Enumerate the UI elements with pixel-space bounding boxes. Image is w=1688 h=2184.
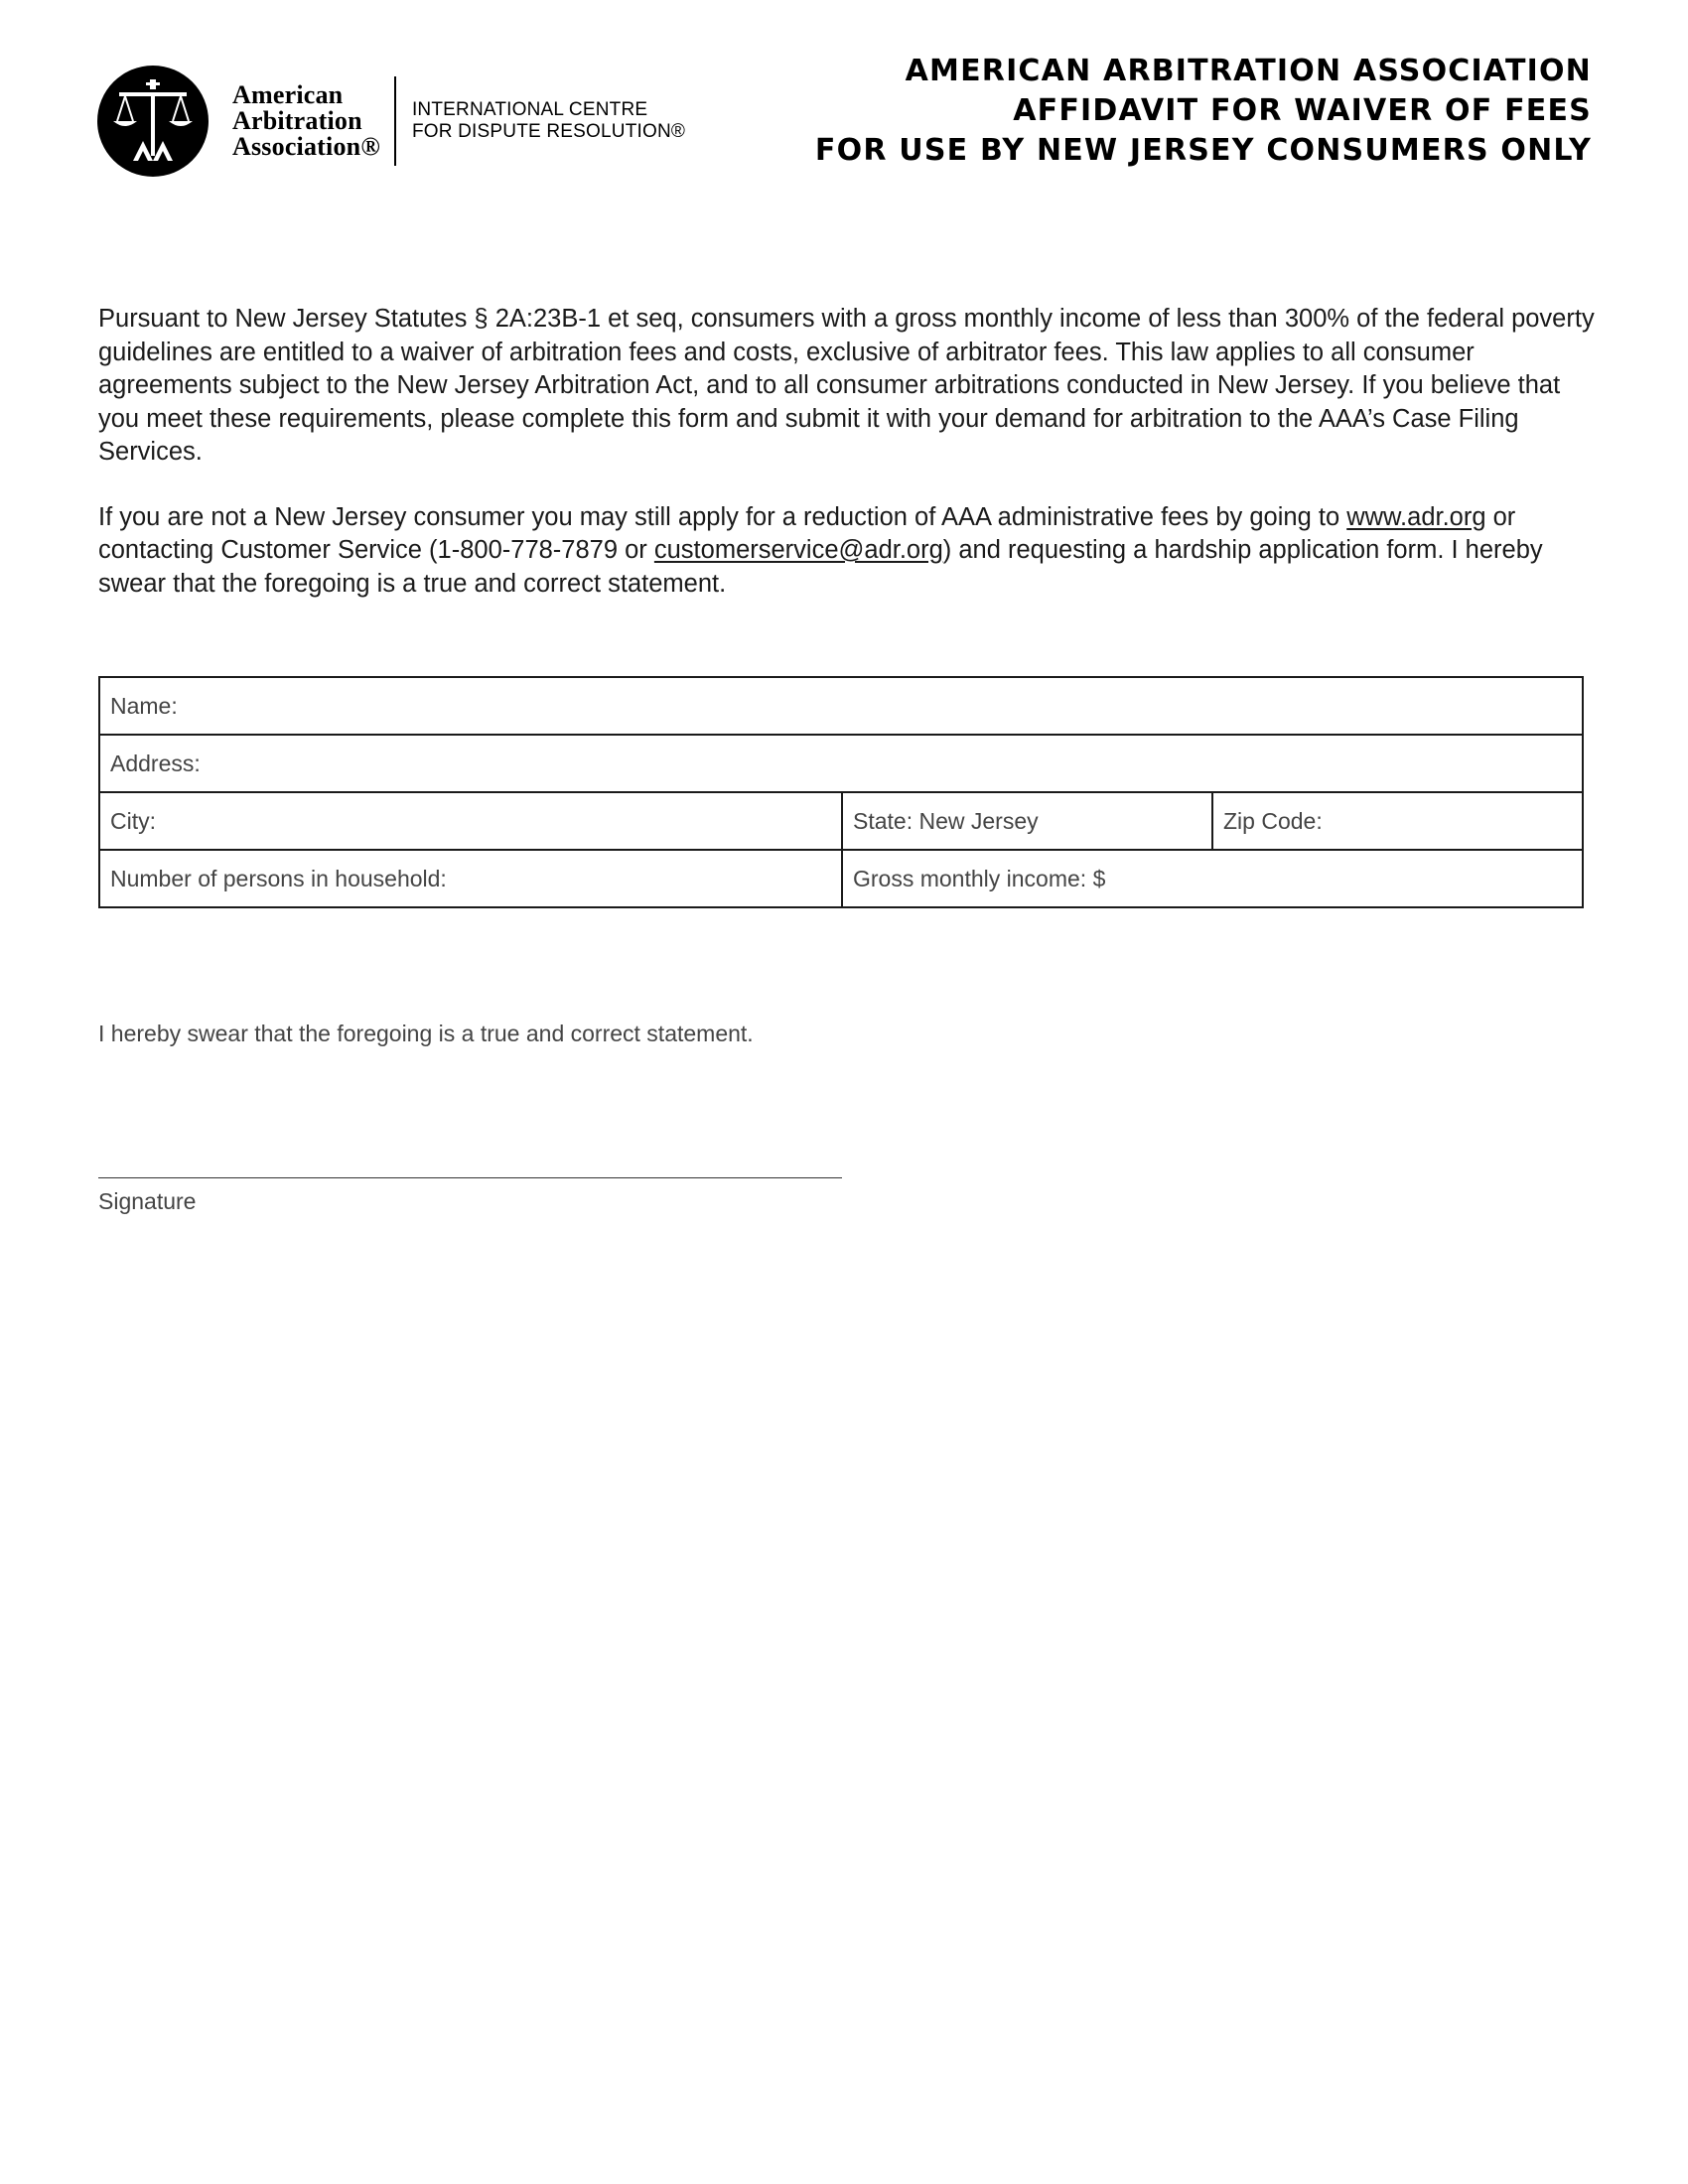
table-row (99, 792, 1583, 850)
hardship-text-middle: or contacting Customer Service (1-800-778-7879 or (98, 502, 1516, 564)
state-field: State: New Jersey (842, 792, 1212, 850)
scales-of-justice-seal-icon (97, 66, 209, 177)
intro-text (98, 303, 1598, 632)
document-title-line: AFFIDAVIT FOR WAIVER OF FEES (1013, 93, 1592, 128)
brand-name-line: American (232, 80, 344, 109)
table-row (99, 677, 1583, 735)
document-title-line: FOR USE BY NEW JERSEY CONSUMERS ONLY (814, 133, 1592, 168)
brand-divider (394, 76, 396, 166)
intro-paragraph-hardship (98, 501, 1598, 602)
signature-label: Signature (98, 1188, 197, 1214)
adr-website-link[interactable]: www.adr.org (1346, 502, 1486, 531)
sworn-statement: I hereby swear that the foregoing is a true and correct statement. (98, 1021, 754, 1046)
customer-service-email-link[interactable]: customerservice@adr.org (653, 536, 943, 564)
hardship-text-start: If you are not a New Jersey consumer you may still apply for a reduction of AAA administrative fees by going to (98, 502, 1347, 531)
address-field[interactable]: Address: (99, 735, 1583, 792)
brand-name-line: Arbitration (232, 106, 362, 135)
table-row (99, 850, 1583, 907)
aaa-logo (97, 66, 685, 177)
applicant-info-table (98, 676, 1584, 908)
signature-line[interactable] (98, 1177, 842, 1178)
table-row (99, 735, 1583, 792)
intro-paragraph-statute: Pursuant to New Jersey Statutes § 2A:23B-1 et seq, consumers with a gross monthly income of less than 300% of the federal poverty guidelines are entitled to a waiver of arbitration fees and costs, exclusive of arbitrator fees. This law applies to all consumer agreements subject to the New Jersey Arbitration Act, and to all consumer arbitrations conducted in New Jersey. If you believe that you meet these requirements, please complete this form and submit it with your demand for arbitration to the AAA’s Case Filing Services. (98, 305, 1595, 466)
household-size-field[interactable]: Number of persons in household: (99, 850, 842, 907)
hardship-text-end: ) and requesting a hardship application form. I hereby swear that the foregoing is a true and correct statement. (98, 536, 1543, 598)
name-field[interactable]: Name: (99, 677, 1583, 735)
brand-subtitle (412, 99, 685, 143)
document-title-line: AMERICAN ARBITRATION ASSOCIATION (905, 54, 1592, 88)
zip-code-field[interactable]: Zip Code: (1212, 792, 1583, 850)
brand-subtitle-line: FOR DISPUTE RESOLUTION® (411, 121, 686, 142)
gross-monthly-income-field[interactable]: Gross monthly income: $ (842, 850, 1583, 907)
brand-name-line: Association® (232, 132, 380, 161)
city-field[interactable]: City: (99, 792, 842, 850)
document-title (815, 52, 1592, 171)
brand-subtitle-line: INTERNATIONAL CENTRE (411, 99, 648, 120)
brand-name (232, 82, 380, 160)
